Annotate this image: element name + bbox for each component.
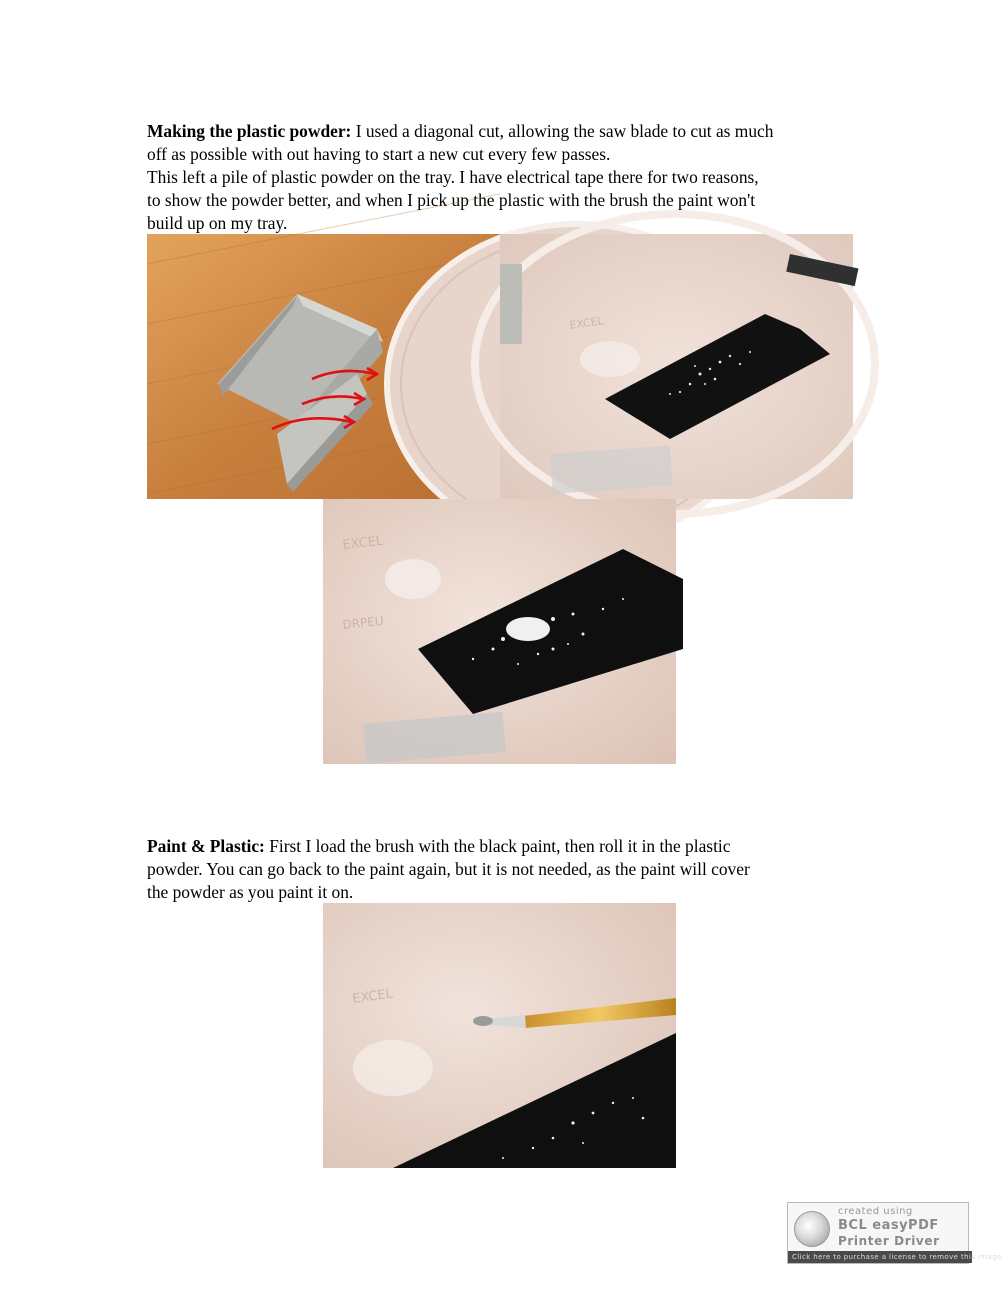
photo-powder-closeup — [323, 499, 676, 764]
printer-logo-icon — [794, 1211, 830, 1247]
watermark-line-2: BCL easyPDF — [838, 1218, 939, 1233]
svg-text:EXCEL: EXCEL — [341, 533, 384, 553]
section1-paragraph — [147, 120, 867, 235]
watermark-line-3: Printer Driver — [838, 1234, 940, 1248]
section1-line-2: off as possible with out having to start a new cut every few passes. — [147, 144, 611, 164]
watermark-purchase-link[interactable]: Click here to purchase a license to remove this image — [788, 1251, 972, 1263]
section1-heading: Making the plastic powder: — [147, 121, 352, 141]
watermark-badge[interactable] — [787, 1202, 1002, 1264]
section1-line-3: This left a pile of plastic powder on the tray. I have electrical tape there for two reasons, — [147, 167, 759, 187]
section2-line-2: powder. You can go back to the paint again, but it is not needed, as the paint will cover — [147, 859, 750, 879]
section1-line-4: to show the powder better, and when I pick up the plastic with the brush the paint won't — [147, 190, 756, 210]
photo-plastic-piece — [147, 234, 500, 499]
section2-paragraph — [147, 835, 867, 904]
svg-text:DRPEU: DRPEU — [341, 613, 385, 632]
svg-text:EXCEL: EXCEL — [568, 314, 605, 332]
section1-line-5: build up on my tray. — [147, 213, 288, 233]
section1-line-1: I used a diagonal cut, allowing the saw blade to cut as much — [351, 121, 774, 141]
section2-line-3: the powder as you paint it on. — [147, 882, 354, 902]
watermark-line-1: created using — [838, 1206, 913, 1217]
photo-tray-powder — [500, 234, 853, 499]
section2-line-1: First I load the brush with the black paint, then roll it in the plastic — [264, 836, 731, 856]
section2-heading: Paint & Plastic: — [147, 836, 265, 856]
photo-brush-paint — [323, 903, 676, 1168]
svg-text:EXCEL: EXCEL — [351, 986, 394, 1007]
